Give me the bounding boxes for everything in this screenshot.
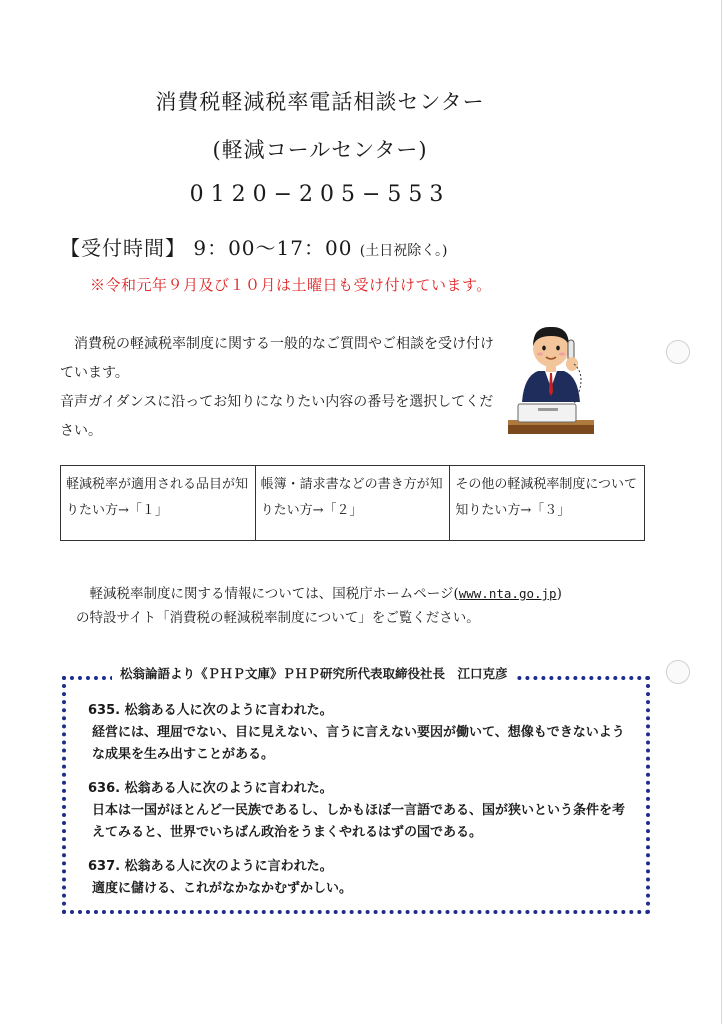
intro-paragraph: 音声ガイダンスに沿ってお知りになりたい内容の番号を選択してください。: [60, 394, 494, 439]
option-table: [60, 465, 645, 541]
page-margin-line: [721, 0, 722, 1024]
quote-lead: 松翁ある人に次のように言われた。: [124, 781, 333, 796]
nta-text: ): [556, 586, 562, 602]
option-cell: 帳簿・請求書などの書き方が知りたい方→「２」: [255, 466, 450, 541]
reception-hours: [60, 232, 447, 261]
quote-box-heading: 松翁論語より《ＰＨＰ文庫》ＰＨＰ研究所代表取締役社長 江口克彦: [112, 664, 516, 682]
quote-item: [88, 778, 633, 844]
quote-body: 日本は一国がほとんど一民族であるし、しかもほぼ一言語である、国が狭いという条件を考えてみると、世界でいちばん政治をうまくやれるはずの国である。: [92, 803, 626, 840]
man-on-phone-illustration: [508, 316, 594, 436]
hours-note: (土日祝除く。): [359, 243, 448, 259]
page-subtitle: (軽減コールセンター): [212, 138, 428, 162]
quote-item: [88, 856, 633, 900]
nta-info: [76, 582, 656, 630]
nta-text: の特設サイト「消費税の軽減税率制度について」をご覧ください。: [76, 610, 480, 626]
quote-number: 636.: [88, 781, 121, 796]
quote-number: 635.: [88, 703, 121, 718]
quote-list: [88, 700, 633, 912]
phone-number: 0120−205−553: [189, 182, 451, 207]
nta-text: 軽減税率制度に関する情報については、国税庁ホームページ(: [89, 586, 459, 602]
intro-text: [60, 330, 500, 446]
hours-label: 【受付時間】: [60, 236, 186, 260]
quote-body: 適度に儲ける、これがなかなかむずかしい。: [92, 881, 353, 896]
nta-link[interactable]: www.nta.go.jp: [458, 586, 557, 601]
hours-time: 9：00〜17：00: [193, 236, 353, 260]
option-cell: 軽減税率が適用される品目が知りたい方→「１」: [61, 466, 256, 541]
quote-item: [88, 700, 633, 766]
quote-body: 経営には、理屈でない、目に見えない、言うに言えない要因が働いて、想像もできないような成果を生み出すことがある。: [92, 725, 625, 762]
saturday-notice: ※令和元年９月及び１０月は土曜日も受け付けています。: [90, 276, 492, 294]
intro-paragraph: 消費税の軽減税率制度に関する一般的なご質問やご相談を受け付けています。: [60, 336, 494, 381]
punch-hole-mark: [666, 660, 690, 684]
option-cell: その他の軽減税率制度について知りたい方→「３」: [450, 466, 645, 541]
page-title: 消費税軽減税率電話相談センター: [155, 90, 485, 114]
quote-number: 637.: [88, 859, 121, 874]
quote-lead: 松翁ある人に次のように言われた。: [124, 859, 333, 874]
quote-lead: 松翁ある人に次のように言われた。: [124, 703, 333, 718]
punch-hole-mark: [666, 340, 690, 364]
